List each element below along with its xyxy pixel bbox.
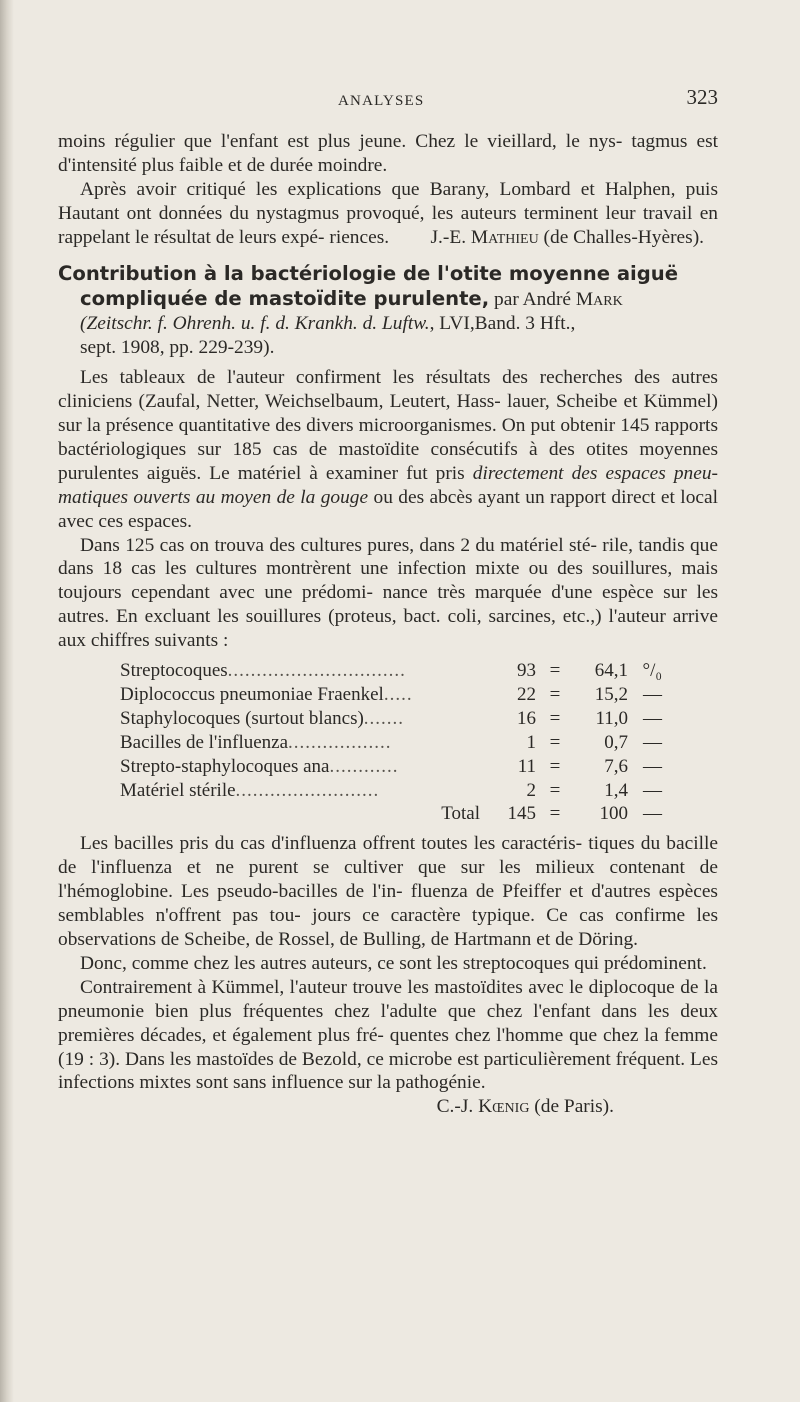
italic-phrase: matiques ouverts au moyen de la gouge <box>58 486 369 508</box>
row-label <box>120 755 496 779</box>
row-label <box>120 779 496 803</box>
table-total-row <box>120 802 662 826</box>
text-line: mixtes sont sans influence sur la pathogénie. <box>139 1072 486 1094</box>
citation-volume: , LVI,Band. 3 Hft., <box>429 313 576 335</box>
leader-dots: ............ <box>329 755 399 777</box>
total-unit: — <box>643 803 662 825</box>
table-row <box>120 755 662 779</box>
text-line: direct et local avec ces espaces. <box>58 486 718 532</box>
row-unit: — <box>643 755 662 777</box>
signature-koenig <box>58 1095 718 1119</box>
byline-author: Mark <box>575 289 623 311</box>
citation-date: sept. 1908, pp. 229-239). <box>80 337 275 359</box>
row-equals: = <box>549 779 561 801</box>
row-percent: 7,6 <box>604 755 628 777</box>
total-equals: = <box>549 803 561 825</box>
row-unit: — <box>643 779 662 801</box>
table-row <box>120 779 662 803</box>
page-edge-shadow <box>0 0 14 1402</box>
paragraph-tableaux <box>58 366 718 533</box>
text-line: des autres cliniciens (Zaufal, Netter, Weichselbaum, Leutert, Hass- <box>58 367 718 413</box>
article-byline <box>58 286 718 360</box>
text-line: rile, tandis que dans 18 cas les cultures montrèrent une infection <box>58 534 718 580</box>
text-line: microorganismes. On put obtenir 145 rapports bactériologiques sur <box>58 414 718 460</box>
row-count: 16 <box>517 707 536 729</box>
page-number: 323 <box>686 85 718 109</box>
text-line: riences. <box>329 226 390 248</box>
row-unit: — <box>643 683 662 705</box>
text-line: Donc, comme chez les autres auteurs, ce sont les streptocoques qui <box>80 952 600 974</box>
page-body <box>58 130 718 1119</box>
text-line: Dans 125 cas on trouva des cultures pures, dans 2 du matériel sté- <box>80 534 597 556</box>
row-percent: 64,1 <box>594 660 628 682</box>
text-line: 185 cas de mastoïdite consécutifs à des otites moyennes purulentes <box>58 438 718 484</box>
leader-dots: ............................... <box>227 660 406 682</box>
text-line: moins régulier que l'enfant est plus jeune. Chez le vieillard, le nys- <box>58 131 623 152</box>
total-label: Total <box>441 803 480 825</box>
row-equals: = <box>549 660 561 682</box>
row-count: 22 <box>517 683 536 705</box>
row-count: 11 <box>517 755 536 777</box>
text-line: diplocoque de la pneumonie bien plus fréquentes chez l'adulte que <box>58 976 718 1022</box>
organism-name: Strepto-staphylocoques ana <box>120 755 330 777</box>
text-line: jours ce caractère typique. Ce cas confirme les observations de <box>58 905 718 950</box>
article-title <box>58 261 718 286</box>
leader-dots: ......................... <box>235 779 380 801</box>
statistics-table <box>120 659 662 826</box>
title-line-2: compliquée de mastoïdite purulente, <box>80 287 490 311</box>
row-label <box>120 731 496 755</box>
text-line: nance très marquée d'une espèce sur les autres. En excluant les <box>58 582 718 628</box>
text-line: ou des abcès ayant un rapport <box>368 486 607 508</box>
organism-name: Streptocoques <box>120 660 228 682</box>
text-line: souillures (proteus, bact. coli, sarcines, etc.,) l'auteur arrive aux <box>58 606 718 652</box>
leader-dots: ..... <box>383 683 413 705</box>
row-unit: — <box>643 707 662 729</box>
text-line: tiques du bacille de l'influenza et ne purent se cultiver que sur les <box>58 833 718 879</box>
row-label <box>120 659 496 683</box>
running-title: ANALYSES <box>338 93 425 109</box>
text-line: Les tableaux de l'auteur confirment les résultats des recherches <box>80 367 623 389</box>
byline-prefix: par André <box>494 289 572 311</box>
organism-name: Bacilles de l'influenza <box>120 731 289 753</box>
signature-place: (de Paris). <box>534 1096 614 1118</box>
leader-dots: ....... <box>363 707 405 729</box>
paragraph-influenza <box>58 832 718 952</box>
paragraph-donc <box>58 952 718 976</box>
text-line: auteurs terminent leur travail en rappelant le résultat de leurs expé- <box>58 202 718 248</box>
row-percent: 15,2 <box>594 683 628 705</box>
row-equals: = <box>549 755 561 777</box>
row-equals: = <box>549 683 561 705</box>
row-count: 2 <box>526 779 536 801</box>
text-line: aiguës. Le matériel à examiner fut pris <box>146 462 465 484</box>
row-percent: 1,4 <box>604 779 628 801</box>
paragraph-continuation <box>58 130 718 178</box>
row-label <box>120 707 496 731</box>
row-count: 1 <box>526 731 536 753</box>
row-equals: = <box>549 731 561 753</box>
text-line: milieux contenant de l'hémoglobine. Les pseudo-bacilles de l'in- <box>58 857 718 903</box>
table-row <box>120 731 662 755</box>
text-line: Après avoir critiqué les explications que Barany, Lombard et <box>80 178 595 200</box>
total-percent: 100 <box>599 803 628 825</box>
row-count: 93 <box>517 660 536 682</box>
text-line: lauer, Scheibe et Kümmel) sur la présence quantitative des divers <box>58 391 718 436</box>
signature-place: (de Challes-Hyères). <box>543 226 704 248</box>
leader-dots: .................. <box>288 731 392 753</box>
italic-phrase: directement des espaces pneu- <box>472 462 718 484</box>
paragraph-cultures <box>58 534 718 654</box>
text-line: chez l'enfant dans les deux premières décades, et également plus fré- <box>58 1000 718 1046</box>
row-equals: = <box>549 707 561 729</box>
text-line: prédominent. <box>603 952 707 974</box>
text-line: Contrairement à Kümmel, l'auteur trouve les mastoïdites avec le <box>80 976 584 998</box>
row-label <box>120 683 496 707</box>
text-line: chiffres suivants : <box>90 630 229 652</box>
title-line-1: Contribution à la bactériologie de l'otite moyenne aiguë <box>58 262 679 286</box>
citation-journal: (Zeitschr. f. Ohrenh. u. f. d. Krankh. d. Luftw. <box>80 313 430 335</box>
text-line: tagmus est d'intensité plus faible et de durée moindre. <box>58 131 719 176</box>
row-percent: 0,7 <box>604 731 628 753</box>
organism-name: Diplococcus pneumoniae Fraenkel <box>120 683 384 705</box>
paragraph-contrairement <box>58 976 718 1096</box>
text-line: de Bezold, ce microbe est particulièrement fréquent. Les infections <box>58 1048 718 1094</box>
row-unit: — <box>643 731 662 753</box>
text-line: quentes chez l'homme que chez la femme (19 : 3). Dans les mastoïdes <box>58 1024 718 1070</box>
signature-name: C.-J. Kœnig <box>436 1096 530 1118</box>
text-line: Les bacilles pris du cas d'influenza offrent toutes les caractéris- <box>80 833 583 855</box>
organism-name: Matériel stérile <box>120 779 236 801</box>
table-row <box>120 707 662 731</box>
row-percent: 11,0 <box>595 707 628 729</box>
text-line: Scheibe, de Rossel, de Bulling, de Hartmann et de Döring. <box>184 929 638 950</box>
organism-name: Staphylocoques (surtout blancs) <box>120 707 364 729</box>
text-line: mixte ou des souillures, mais toujours cependant avec une prédomi- <box>58 558 718 604</box>
table-row <box>120 683 662 707</box>
table-row <box>120 659 662 683</box>
text-line: fluenza de Pfeiffer et d'autres espèces semblables n'offrent pas tou- <box>58 881 718 927</box>
text-line: Halphen, puis Hautant ont données du nystagmus provoqué, les <box>58 178 718 224</box>
total-count: 145 <box>507 803 536 825</box>
page-header <box>58 86 718 114</box>
signature-name: J.-E. Mathieu <box>430 226 539 248</box>
row-unit: °/₀ <box>642 660 662 682</box>
